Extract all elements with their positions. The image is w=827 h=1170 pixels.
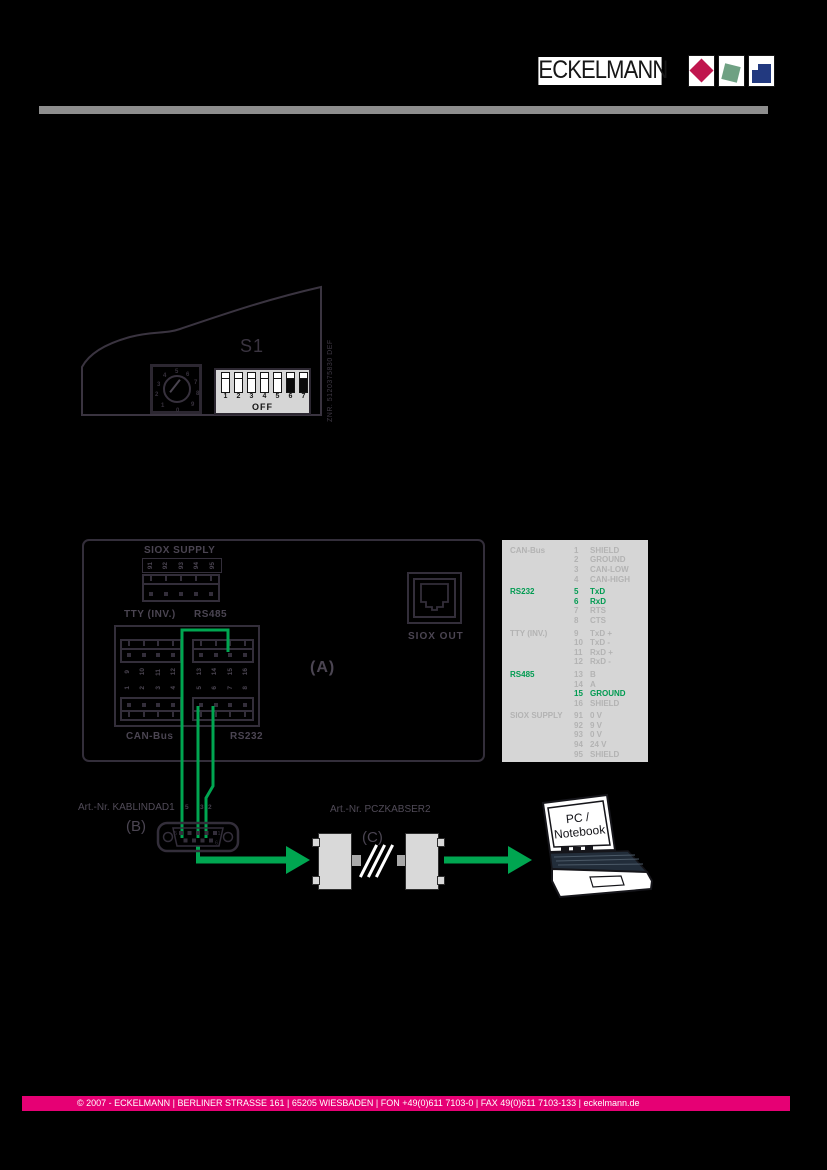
screw-hole-right <box>224 833 233 842</box>
pinout-section <box>502 629 648 667</box>
dsub-pin6-label: 6 <box>215 840 219 847</box>
rotary-digit: 3 <box>157 382 161 388</box>
green-square-icon <box>721 63 740 82</box>
wire-pin-label-5: 5 <box>185 804 189 811</box>
pinout-row: 92 9 V <box>574 720 603 730</box>
pin-number: 9 <box>123 670 131 674</box>
tty-pin-numbers <box>120 665 182 679</box>
pc-label-line1: PC / <box>565 809 590 827</box>
dip-switch-3 <box>247 372 256 393</box>
logo-tile-red <box>688 55 715 87</box>
rotary-digit: 0 <box>176 408 180 414</box>
pin-number: 6 <box>211 686 218 690</box>
rs232-connector <box>192 697 254 721</box>
dip-switch-5 <box>273 372 282 393</box>
pin-number: 92 <box>162 561 170 570</box>
pin-number: 15 <box>226 668 234 676</box>
screw-hole-left <box>164 833 173 842</box>
can-pin-numbers <box>120 681 182 695</box>
green-arrow-1-head <box>286 846 310 874</box>
rotary-dial <box>163 375 191 403</box>
pin-number: 7 <box>226 686 234 690</box>
pinout-row: 6 RxD <box>574 596 607 606</box>
dip-switch-6 <box>286 372 295 393</box>
pinout-row: SIOX SUPPLY 91 0 V <box>510 711 603 721</box>
header-rule <box>39 106 768 114</box>
pinout-section <box>502 587 648 625</box>
pinout-row: TTY (INV.) 9 TxD + <box>510 628 613 638</box>
tty-connector <box>120 639 182 663</box>
dip-number: 2 <box>236 393 241 400</box>
pinout-table <box>502 540 648 762</box>
pin-number: 2 <box>139 686 146 690</box>
pinout-section <box>502 546 648 584</box>
pin-number: 1 <box>123 686 131 690</box>
rotary-digit: 6 <box>186 372 190 378</box>
drawing-number-vertical: ZNR. 5120375830 DEF <box>327 339 334 422</box>
pinout-row: RS485 13 B <box>510 669 596 679</box>
rs232-label: RS232 <box>230 731 264 742</box>
pin-number: 94 <box>193 561 201 570</box>
rotary-digit: 2 <box>155 392 159 398</box>
pinout-row: 94 24 V <box>574 740 607 750</box>
blue-square-notch <box>752 64 758 70</box>
dip-switch-1 <box>221 372 230 393</box>
pc-label-line2: Notebook <box>553 822 606 842</box>
wire-pin-label-3: 3 <box>200 804 204 811</box>
rotary-digit: 4 <box>163 373 167 379</box>
rs232-pin-numbers <box>192 681 254 695</box>
siox-out-jack-inner <box>413 578 456 618</box>
pin-number: 5 <box>195 686 203 690</box>
pinout-row: 2 GROUND <box>574 555 626 565</box>
cable-connector-left <box>318 833 352 890</box>
pinout-row: 4 CAN-HIGH <box>574 574 630 584</box>
can-connector <box>120 697 182 721</box>
rotary-digit: 7 <box>194 380 198 386</box>
dsub9-connector <box>156 820 240 854</box>
siox-out-jack <box>407 572 462 624</box>
dip-switch-2 <box>234 372 243 393</box>
red-diamond-icon <box>689 58 713 82</box>
connector-tab <box>312 876 320 885</box>
siox-supply-connector <box>142 574 220 602</box>
interface-box <box>114 625 260 727</box>
pin-number: 93 <box>177 561 185 570</box>
pin-number: 13 <box>195 668 203 676</box>
dip-switch-4 <box>260 372 269 393</box>
dip-number: 1 <box>223 393 228 400</box>
laptop-illustration <box>525 778 665 905</box>
rotary-digit: 9 <box>191 402 195 408</box>
pinout-row: CAN-Bus 1 SHIELD <box>510 545 620 555</box>
label-b: (B) <box>126 818 146 835</box>
pinout-row: 8 CTS <box>574 615 606 625</box>
rotary-digit: 8 <box>196 391 200 397</box>
logo-tile-green <box>718 55 745 87</box>
dip-numbers <box>219 393 310 400</box>
pin-number: 16 <box>242 668 249 676</box>
dsub-art-number: Art.-Nr. KABLINDAD1 <box>78 802 175 813</box>
dip-number: 3 <box>249 393 254 400</box>
pinout-section <box>502 670 648 708</box>
dip-number: 6 <box>288 393 293 400</box>
can-bus-label: CAN-Bus <box>126 731 174 742</box>
dip-number: 7 <box>301 393 306 400</box>
connector-panel <box>82 539 485 762</box>
laptop-touchpad <box>590 876 624 887</box>
pinout-row: 15 GROUND <box>574 689 626 699</box>
dip-number: 4 <box>262 393 267 400</box>
pin-number: 95 <box>208 561 216 570</box>
cable-art-number: Art.-Nr. PCZKABSER2 <box>330 804 431 815</box>
pinout-row: 3 CAN-LOW <box>574 564 629 574</box>
dsub-pin5-label: 5 <box>174 831 178 837</box>
dip-switch-7 <box>299 372 308 393</box>
siox-supply-label: SIOX SUPPLY <box>144 545 216 556</box>
pin-number: 8 <box>242 686 249 690</box>
panel-a-label: (A) <box>310 659 336 676</box>
pinout-row: 11 RxD + <box>574 647 613 657</box>
siox-out-label: SIOX OUT <box>408 631 464 642</box>
pin-number: 14 <box>211 668 218 676</box>
footer-text: © 2007 - ECKELMANN | BERLINER STRASSE 161 | 65205 WIESBADEN | FON +49(0)611 7103-0 | FAX 49(0)611 7103-133 | eckelmann.de <box>77 1098 640 1108</box>
pin-number: 11 <box>154 668 162 676</box>
pinout-row: 95 SHIELD <box>574 749 620 759</box>
connector-tab <box>312 838 320 847</box>
pinout-row: RS232 5 TxD <box>510 587 606 597</box>
pinout-section <box>502 712 648 760</box>
dip-switch-block <box>214 368 311 415</box>
rotary-address-switch <box>150 364 202 414</box>
s1-label: S1 <box>240 336 265 356</box>
logo-tile-blue <box>748 55 775 87</box>
pin-number: 10 <box>139 668 146 676</box>
rs485-pin-numbers <box>192 665 254 679</box>
rj-jack-icon <box>415 580 454 616</box>
wire-pin-label-2: 2 <box>208 804 212 811</box>
dip-off-label: OFF <box>252 402 273 412</box>
tty-label: TTY (INV.) <box>124 609 176 620</box>
pin-number: 3 <box>154 686 162 690</box>
rotary-digit: 1 <box>161 403 165 409</box>
dsub-pin1-label: 1 <box>217 831 221 837</box>
pinout-row: 14 A <box>574 679 596 689</box>
siox-supply-pin-numbers <box>142 558 222 573</box>
pin-number: 91 <box>146 561 154 570</box>
dip-switches <box>221 372 308 393</box>
dip-number: 5 <box>275 393 280 400</box>
pinout-row: 16 SHIELD <box>574 698 620 708</box>
rotary-digit: 5 <box>175 369 179 375</box>
pinout-row: 93 0 V <box>574 730 603 740</box>
pinout-row: 7 RTS <box>574 606 606 616</box>
cable-connector-right <box>405 833 439 890</box>
rs485-label: RS485 <box>194 609 228 620</box>
rs485-connector <box>192 639 254 663</box>
pinout-row: 10 TxD - <box>574 638 610 648</box>
pin-number: 4 <box>170 686 177 690</box>
label-c: (C) <box>362 829 383 846</box>
connector-tab <box>437 838 445 847</box>
footer-bar <box>22 1096 790 1111</box>
pinout-row: 12 RxD - <box>574 657 611 667</box>
eckelmann-wordmark: ECKELMANN <box>538 56 668 84</box>
connector-tab <box>437 876 445 885</box>
pin-number: 12 <box>170 668 177 676</box>
